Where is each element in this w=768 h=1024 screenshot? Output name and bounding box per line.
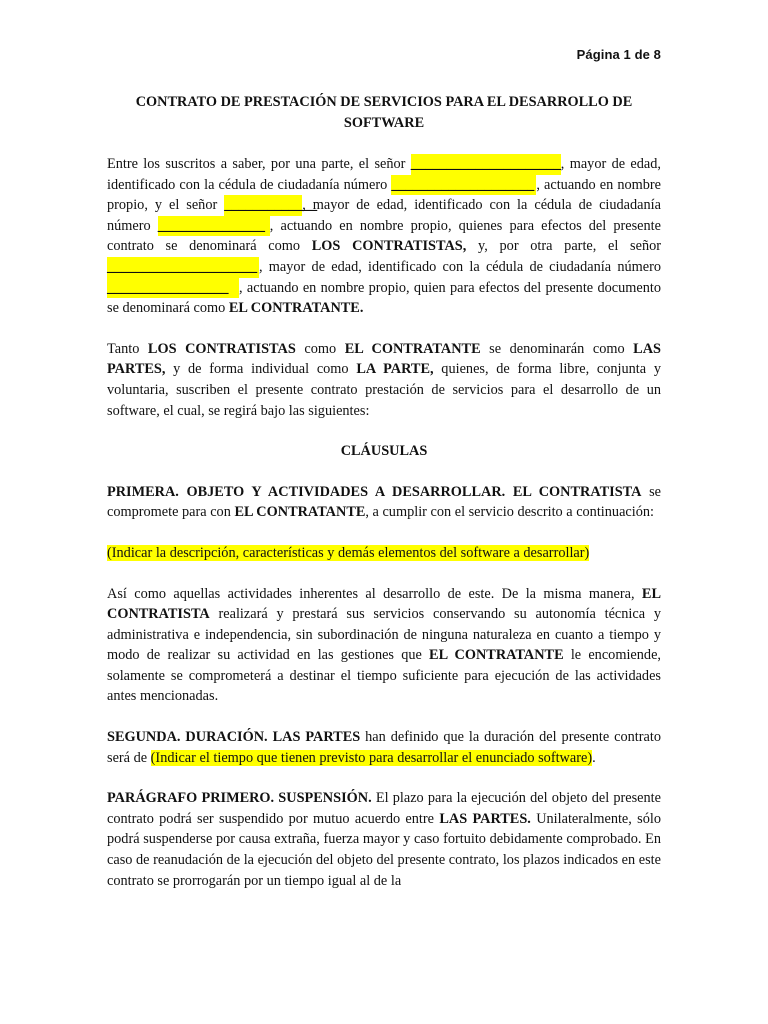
paragrafo-primero <box>107 788 661 891</box>
paragraph-text: y de forma individual como <box>165 361 357 378</box>
blank-id-contractor-2[interactable]: _______________ <box>158 216 270 237</box>
paragraph-text: El plazo para la ejecución del objeto del presente contrato podrá ser suspendido por mutuo acuerdo entre <box>107 790 661 827</box>
paragraph-text: Tanto <box>107 340 148 357</box>
intro-paragraph <box>107 154 661 319</box>
bold-term: LA PARTE, <box>356 361 434 378</box>
bold-term: EL CONTRATANTE <box>234 504 366 521</box>
bold-term: LAS PARTES, <box>107 340 661 378</box>
highlighted-placeholder[interactable]: (Indicar la descripción, características y demás elementos del software a desarrollar) <box>107 544 590 561</box>
clause-heading: PARÁGRAFO PRIMERO. SUSPENSIÓN. <box>107 790 372 807</box>
paragraph-text: como <box>295 340 345 357</box>
blank-id-contracting[interactable]: _________________ <box>107 278 239 299</box>
paragraph-text: han definido que la duración del presente contrato será de <box>107 729 661 766</box>
parties-paragraph <box>107 339 661 421</box>
clause-heading: SEGUNDA. DURACIÓN. LAS PARTES <box>107 729 361 746</box>
bold-term: EL CONTRATANTE <box>344 340 481 357</box>
paragraph-text: quienes, de forma libre, conjunta y voluntaria, suscriben el presente contrato prestación de servicios para el desarrollo de un software, el cual, se regirá bajo las siguientes: <box>107 361 661 419</box>
bold-term: LAS PARTES. <box>439 810 531 827</box>
blank-name-contractor-2[interactable]: _____________ <box>224 195 302 216</box>
intro-text: Entre los suscritos a saber, por una parte, el señor <box>107 156 411 172</box>
paragraph-text: Así como aquellas actividades inherentes al desarrollo de este. De la misma manera, <box>107 585 642 602</box>
paragraph-text: se denominarán como <box>480 340 634 357</box>
paragraph-text: . <box>592 749 596 766</box>
paragraph-text: , a cumplir con el servicio descrito a continuación: <box>365 504 655 521</box>
clause-primera <box>107 482 661 523</box>
primera-continuation <box>107 584 661 708</box>
clause-segunda <box>107 727 661 768</box>
clause-heading: PRIMERA. OBJETO Y ACTIVIDADES A DESARROLLAR. EL CONTRATISTA <box>107 483 642 500</box>
intro-text: , actuando en nombre propio, y el señor <box>107 176 661 214</box>
intro-text: y, por otra parte, el señor <box>466 238 661 255</box>
blank-id-contractor-1[interactable]: ____________________ <box>391 175 536 196</box>
intro-text: , mayor de edad, identificado con la cédula de ciudadanía número <box>259 258 661 275</box>
bold-term: EL CONTRATISTA <box>107 585 661 623</box>
blank-name-contractor-1[interactable]: _____________________ <box>411 154 561 175</box>
page-number: Página 1 de 8 <box>576 47 661 62</box>
intro-text: , mayor de edad, identificado con la cédula de ciudadanía número <box>107 156 661 193</box>
bold-term: LOS CONTRATISTAS, <box>311 238 467 255</box>
document-body <box>107 92 661 911</box>
primera-placeholder <box>107 543 661 564</box>
intro-text: , mayor de edad, identificado con la cédula de ciudadanía número <box>107 197 661 234</box>
highlighted-placeholder[interactable]: (Indicar el tiempo que tienen previsto para desarrollar el enunciado software) <box>150 749 593 766</box>
paragraph-text: Unilateralmente, sólo podrá suspenderse por causa extraña, fuerza mayor y caso fortuito debidamente comprobado. En caso de reanudación de la ejecución del objeto del presente contrato, los plazos indicados en este contrato se prorrogarán por un tiempo igual al de la <box>107 810 661 889</box>
bold-term: EL CONTRATANTE. <box>228 300 364 317</box>
paragraph-text: realizará y prestará sus servicios conservando su autonomía técnica y administrativa e independencia, sin subordinación de ninguna naturaleza en cuanto a tiempo y modo de realizar su actividad en las gestiones que <box>107 606 661 664</box>
clausulas-heading: CLÁUSULAS <box>340 443 428 460</box>
paragraph-text: se compromete para con <box>107 483 662 521</box>
bold-term: LOS CONTRATISTAS <box>147 340 296 357</box>
bold-term: EL CONTRATANTE <box>429 647 564 664</box>
blank-name-contracting[interactable]: _____________________ <box>107 257 259 278</box>
contract-title: CONTRATO DE PRESTACIÓN DE SERVICIOS PARA EL DESARROLLO DE SOFTWARE <box>135 94 633 131</box>
paragraph-text: le encomiende, solamente se comprometerá a destinar el tiempo suficiente para ejecución de las actividades antes mencionadas. <box>107 647 661 705</box>
intro-text: , actuando en nombre propio, quienes para efectos del presente contrato se denominará como <box>107 217 661 255</box>
intro-text: , actuando en nombre propio, quien para efectos del presente documento se denominará como <box>107 279 661 317</box>
